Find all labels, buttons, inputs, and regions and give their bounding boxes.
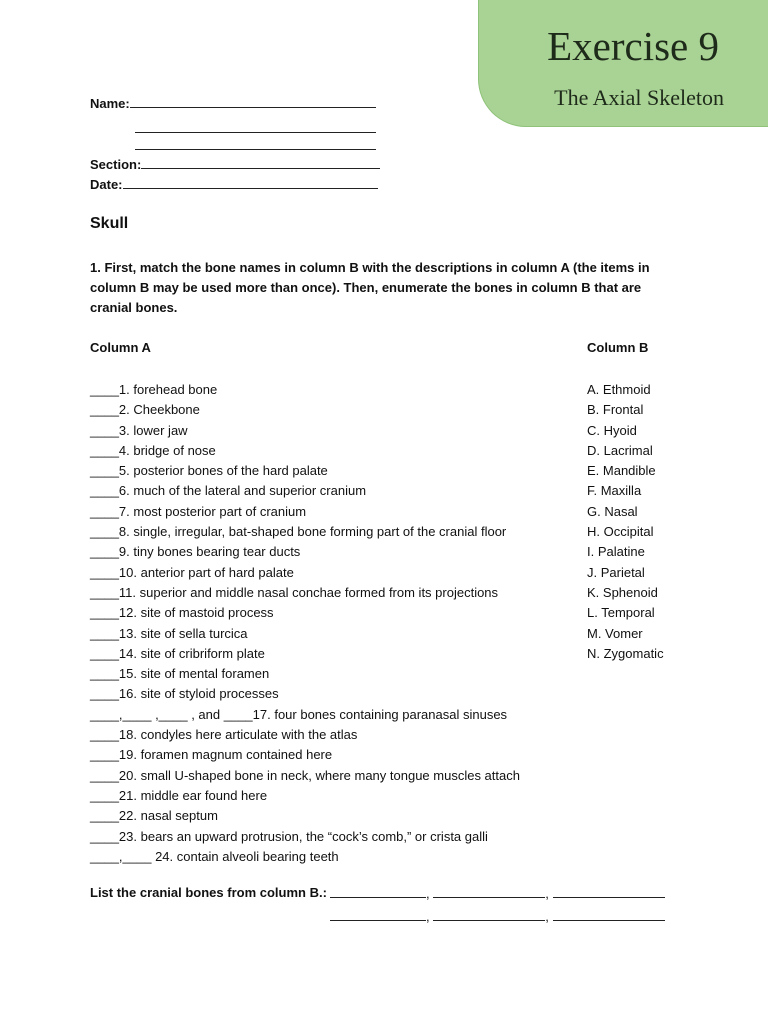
blank-separator: ,	[545, 886, 549, 901]
question-item[interactable]: ____23. bears an upward protrusion, the “cock’s comb,” or crista galli	[90, 828, 488, 844]
question-item[interactable]: ____9. tiny bones bearing tear ducts	[90, 544, 301, 560]
cranial-blanks-row-2[interactable]	[330, 908, 665, 924]
question-item[interactable]: ____,____ 24. contain alveoli bearing teeth	[90, 848, 339, 864]
exercise-banner	[478, 0, 768, 127]
cranial-blanks-row-1[interactable]	[330, 885, 665, 901]
question-item[interactable]: ____5. posterior bones of the hard palate	[90, 463, 328, 479]
date-field[interactable]	[90, 176, 378, 192]
date-label: Date:	[90, 177, 123, 192]
question-item[interactable]: ____13. site of sella turcica	[90, 625, 248, 641]
question-item[interactable]: ____10. anterior part of hard palate	[90, 564, 294, 580]
column-b-list	[587, 380, 664, 664]
name-blank-2[interactable]	[135, 120, 376, 136]
bone-option: G. Nasal	[587, 503, 638, 519]
name-blank-3[interactable]	[135, 137, 376, 153]
question-item[interactable]: ____6. much of the lateral and superior cranium	[90, 483, 367, 499]
section-label: Section:	[90, 157, 142, 172]
exercise-subtitle: The Axial Skeleton	[554, 85, 724, 110]
name-field[interactable]	[90, 95, 376, 111]
blank-separator: ,	[545, 909, 549, 924]
question-item[interactable]: ____21. middle ear found here	[90, 787, 268, 803]
instruction-text: 1. First, match the bone names in column B with the descriptions in column A (the items in column B may be used more than once). Then, enumerate the bones in column B that are cranial bones.	[90, 260, 650, 315]
blank-separator: ,	[426, 886, 430, 901]
bone-option: E. Mandible	[587, 463, 656, 479]
bone-option: H. Occipital	[587, 524, 654, 540]
bone-option: C. Hyoid	[587, 422, 637, 438]
cranial-blank[interactable]	[553, 908, 665, 921]
bone-option: I. Palatine	[587, 544, 645, 560]
column-b-header: Column B	[587, 340, 649, 355]
bone-option: A. Ethmoid	[587, 382, 651, 397]
cranial-blank[interactable]	[330, 885, 426, 898]
bone-option: J. Parietal	[587, 564, 645, 580]
cranial-blank[interactable]	[330, 908, 426, 921]
question-item[interactable]: ____16. site of styloid processes	[90, 686, 279, 702]
date-blank[interactable]	[123, 176, 378, 189]
column-a-header: Column A	[90, 340, 151, 355]
question-item[interactable]: ____2. Cheekbone	[90, 402, 200, 418]
section-heading: Skull	[90, 215, 129, 232]
bone-option: K. Sphenoid	[587, 584, 658, 600]
cranial-blank[interactable]	[433, 908, 545, 921]
bone-option: L. Temporal	[587, 605, 655, 621]
section-field[interactable]	[90, 156, 380, 172]
question-item[interactable]: ____22. nasal septum	[90, 808, 218, 824]
question-item[interactable]: ____7. most posterior part of cranium	[90, 503, 307, 519]
exercise-title: Exercise 9	[547, 23, 719, 69]
section-blank[interactable]	[141, 156, 380, 169]
column-a-list	[90, 380, 520, 867]
cranial-list-label: List the cranial bones from column B.:	[90, 885, 327, 900]
cranial-blank[interactable]	[433, 885, 545, 898]
question-item[interactable]: ____1. forehead bone	[90, 382, 218, 397]
bone-option: F. Maxilla	[587, 483, 642, 499]
blank-separator: ,	[426, 909, 430, 924]
bone-option: M. Vomer	[587, 625, 643, 641]
name-blank-1[interactable]	[130, 95, 376, 108]
question-item[interactable]: ____20. small U-shaped bone in neck, where many tongue muscles attach	[90, 767, 520, 783]
name-label: Name:	[90, 96, 130, 111]
bone-option: N. Zygomatic	[587, 645, 664, 661]
question-item[interactable]: ____18. condyles here articulate with the atlas	[90, 727, 358, 743]
cranial-blank[interactable]	[553, 885, 665, 898]
bone-option: B. Frontal	[587, 402, 644, 418]
bone-option: D. Lacrimal	[587, 442, 653, 458]
question-item[interactable]: ____3. lower jaw	[90, 422, 188, 438]
question-item[interactable]: ____,____ ,____ , and ____17. four bones containing paranasal sinuses	[90, 706, 508, 722]
question-item[interactable]: ____4. bridge of nose	[90, 442, 216, 458]
question-item[interactable]: ____14. site of cribriform plate	[90, 645, 265, 661]
question-item[interactable]: ____12. site of mastoid process	[90, 605, 274, 621]
question-item[interactable]: ____8. single, irregular, bat-shaped bone forming part of the cranial floor	[90, 524, 507, 540]
question-item[interactable]: ____11. superior and middle nasal conchae formed from its projections	[90, 584, 499, 600]
question-item[interactable]: ____15. site of mental foramen	[90, 666, 270, 682]
question-item[interactable]: ____19. foramen magnum contained here	[90, 747, 333, 763]
